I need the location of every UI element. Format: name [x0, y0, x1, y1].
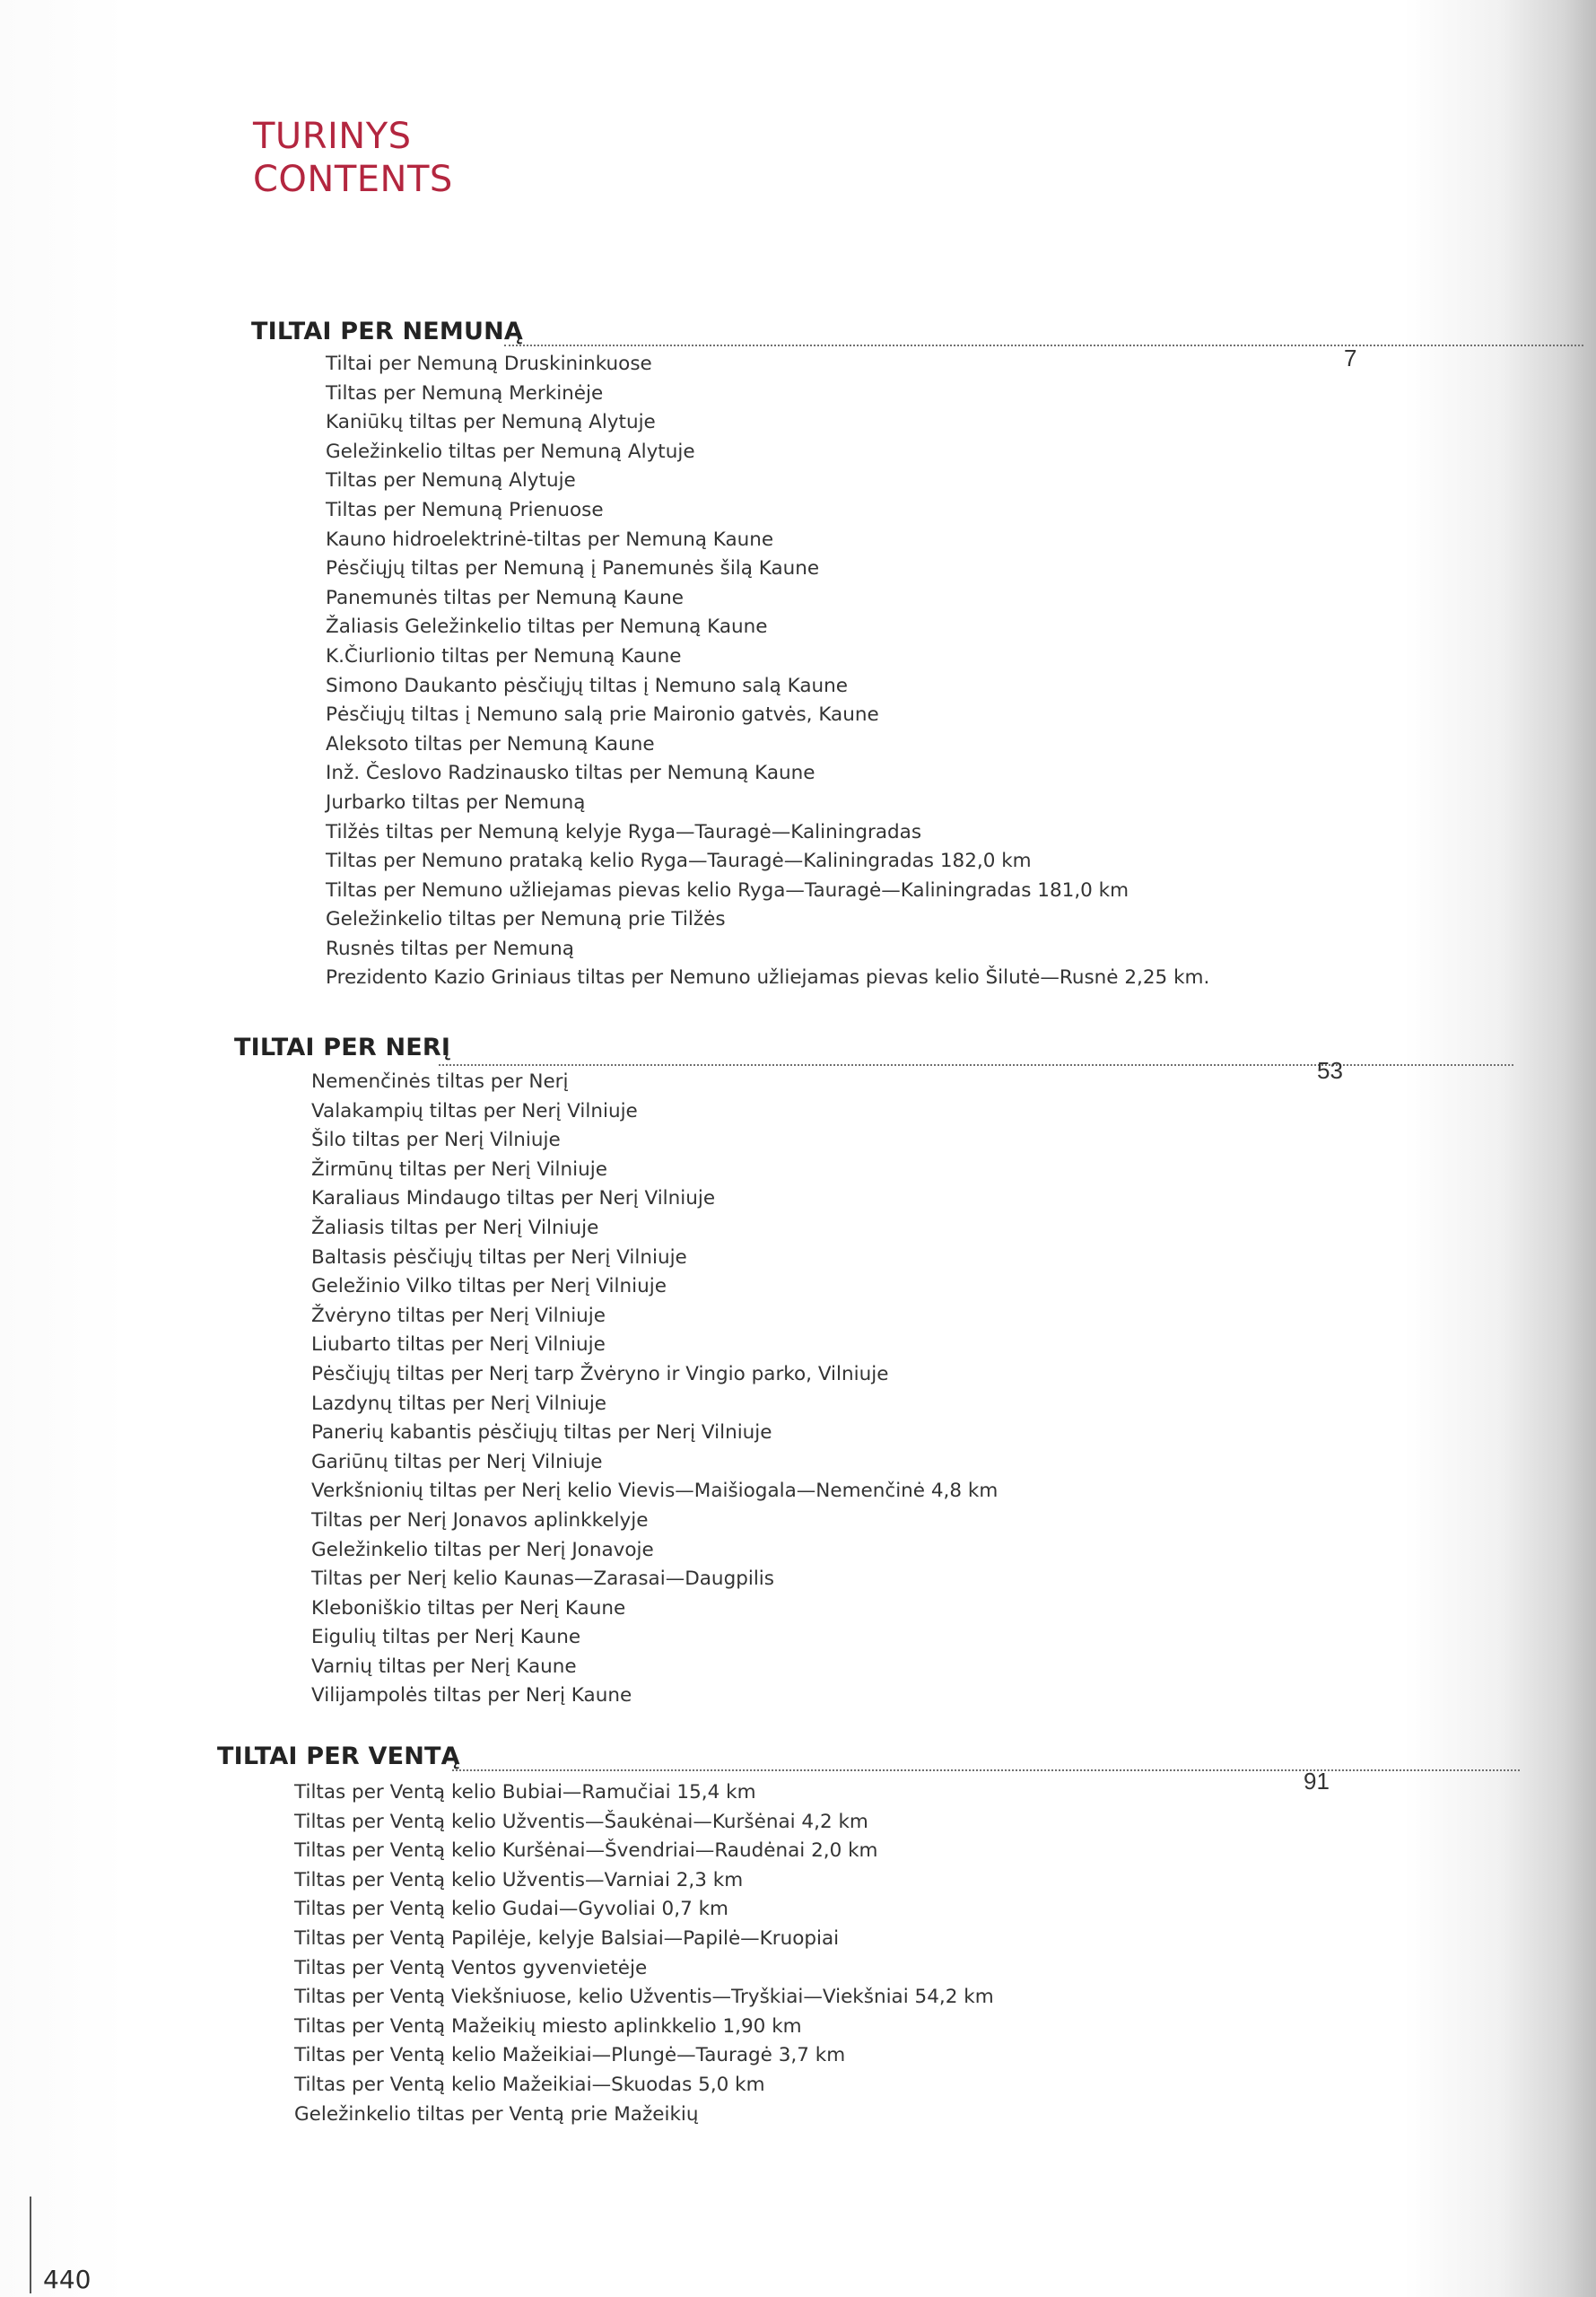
- list-item: Tiltas per Ventą kelio Gudai—Gyvoliai 0,7 km: [294, 1898, 728, 1921]
- list-item: K.Čiurlionio tiltas per Nemuną Kaune: [326, 644, 682, 668]
- list-item: Tiltas per Nerį Jonavos aplinkkelyje: [311, 1508, 649, 1532]
- list-item: Inž. Česlovo Radzinausko tiltas per Nemuną Kaune: [326, 762, 815, 785]
- list-item: Kauno hidroelektrinė-tiltas per Nemuną Kaune: [326, 528, 774, 551]
- list-item: Geležinkelio tiltas per Nerį Jonavoje: [311, 1538, 654, 1561]
- list-item: Pėsčiųjų tiltas į Nemuno salą prie Maironio gatvės, Kaune: [326, 703, 879, 727]
- section-page-number: 53: [1317, 1057, 1343, 1084]
- contents-heading: [253, 115, 453, 201]
- list-item: Tiltas per Ventą kelio Kuršėnai—Švendriai—Raudėnai 2,0 km: [294, 1839, 878, 1863]
- list-item: Žaliasis tiltas per Nerį Vilniuje: [311, 1216, 599, 1239]
- list-item: Tiltas per Ventą kelio Mažeikiai—Skuodas 5,0 km: [294, 2073, 765, 2096]
- list-item: Pėsčiųjų tiltas per Nemuną į Panemunės šilą Kaune: [326, 557, 820, 581]
- list-item: Baltasis pėsčiųjų tiltas per Nerį Vilniuje: [311, 1245, 687, 1269]
- dot-leader: [452, 1769, 1520, 1771]
- list-item: Simono Daukanto pėsčiųjų tiltas į Nemuno salą Kaune: [326, 674, 848, 697]
- list-item: Geležinkelio tiltas per Nemuną prie Tilžės: [326, 908, 726, 931]
- list-item: Kleboniškio tiltas per Nerį Kaune: [311, 1596, 626, 1620]
- list-item: Panemunės tiltas per Nemuną Kaune: [326, 586, 684, 609]
- dot-leader: [439, 1064, 1513, 1066]
- list-item: Tiltas per Nemuną Merkinėje: [326, 381, 604, 405]
- section-venta: [217, 1742, 1330, 2129]
- section-item-list: [294, 1778, 1330, 2129]
- list-item: Liubarto tiltas per Nerį Vilniuje: [311, 1333, 606, 1357]
- list-item: Nemenčinės tiltas per Nerį: [311, 1070, 569, 1093]
- page-number: 440: [43, 2265, 92, 2294]
- list-item: Tiltas per Ventą Papilėje, kelyje Balsiai—Papilė—Kruopiai: [294, 1926, 840, 1950]
- list-item: Tiltas per Nemuną Alytuje: [326, 469, 576, 493]
- section-page-number: 7: [1344, 345, 1357, 371]
- list-item: Tiltas per Nerį kelio Kaunas—Zarasai—Daugpilis: [311, 1568, 774, 1591]
- section-title: TILTAI PER VENTĄ: [217, 1742, 460, 1770]
- list-item: Tiltas per Ventą Ventos gyvenvietėje: [294, 1956, 648, 1979]
- list-item: Lazdynų tiltas per Nerį Vilniuje: [311, 1392, 607, 1415]
- list-item: Tiltas per Ventą kelio Užventis—Varniai 2,3 km: [294, 1868, 744, 1891]
- list-item: Gariūnų tiltas per Nerį Vilniuje: [311, 1450, 603, 1473]
- list-item: Žirmūnų tiltas per Nerį Vilniuje: [311, 1157, 607, 1181]
- list-item: Rusnės tiltas per Nemuną: [326, 937, 574, 960]
- section-nemunas: [251, 318, 1364, 993]
- section-title: TILTAI PER NEMUNĄ: [251, 318, 524, 345]
- list-item: Valakampių tiltas per Nerį Vilniuje: [311, 1099, 638, 1122]
- list-item: Eigulių tiltas per Nerį Kaune: [311, 1626, 581, 1649]
- list-item: Vilijampolės tiltas per Nerį Kaune: [311, 1684, 632, 1707]
- section-item-list: [326, 350, 1364, 993]
- list-item: Prezidento Kazio Griniaus tiltas per Nemuno užliejamas pievas kelio Šilutė—Rusnė 2,25 km.: [326, 966, 1210, 990]
- title-lithuanian: TURINYS: [253, 116, 412, 157]
- list-item: Kaniūkų tiltas per Nemuną Alytuje: [326, 411, 656, 434]
- section-neris: [234, 1034, 1347, 1711]
- list-item: Tiltai per Nemuną Druskininkuose: [326, 353, 652, 375]
- list-item: Tiltas per Ventą Viekšniuose, kelio Užventis—Tryškiai—Viekšniai 54,2 km: [294, 1986, 994, 2009]
- list-item: Pėsčiųjų tiltas per Nerį tarp Žvėryno ir Vingio parko, Vilniuje: [311, 1362, 889, 1385]
- list-item: Tiltas per Ventą kelio Mažeikiai—Plungė—Tauragė 3,7 km: [294, 2044, 846, 2067]
- list-item: Žvėryno tiltas per Nerį Vilniuje: [311, 1304, 606, 1327]
- list-item: Tiltas per Nemuno užliejamas pievas kelio Ryga—Tauragė—Kaliningradas 181,0 km: [326, 878, 1129, 902]
- list-item: Varnių tiltas per Nerį Kaune: [311, 1655, 577, 1678]
- list-item: Tiltas per Ventą kelio Bubiai—Ramučiai 15,4 km: [294, 1781, 756, 1804]
- list-item: Geležinkelio tiltas per Nemuną Alytuje: [326, 440, 695, 463]
- footer-rule: [30, 2197, 31, 2293]
- list-item: Panerių kabantis pėsčiųjų tiltas per Nerį Vilniuje: [311, 1421, 772, 1445]
- section-item-list: [311, 1068, 1347, 1711]
- section-page-number: 91: [1304, 1768, 1330, 1795]
- dot-leader: [504, 345, 1583, 346]
- list-item: Tiltas per Nemuno prataką kelio Ryga—Tauragė—Kaliningradas 182,0 km: [326, 850, 1032, 873]
- list-item: Geležinio Vilko tiltas per Nerį Vilniuje: [311, 1275, 667, 1298]
- list-item: Aleksoto tiltas per Nemuną Kaune: [326, 732, 655, 755]
- list-item: Tilžės tiltas per Nemuną kelyje Ryga—Tauragė—Kaliningradas: [326, 820, 922, 843]
- list-item: Šilo tiltas per Nerį Vilniuje: [311, 1129, 561, 1152]
- list-item: Žaliasis Geležinkelio tiltas per Nemuną Kaune: [326, 616, 768, 639]
- list-item: Karaliaus Mindaugo tiltas per Nerį Vilniuje: [311, 1187, 716, 1210]
- list-item: Jurbarko tiltas per Nemuną: [326, 790, 586, 814]
- list-item: Verkšnionių tiltas per Nerį kelio Vievis—Maišiogala—Nemenčinė 4,8 km: [311, 1480, 999, 1503]
- list-item: Geležinkelio tiltas per Ventą prie Mažeikių: [294, 2102, 699, 2126]
- section-title: TILTAI PER NERĮ: [234, 1034, 451, 1061]
- list-item: Tiltas per Ventą Mažeikių miesto aplinkkelio 1,90 km: [294, 2014, 802, 2038]
- list-item: Tiltas per Nemuną Prienuose: [326, 498, 604, 521]
- list-item: Tiltas per Ventą kelio Užventis—Šaukėnai—Kuršėnai 4,2 km: [294, 1810, 868, 1833]
- title-english: CONTENTS: [253, 159, 453, 200]
